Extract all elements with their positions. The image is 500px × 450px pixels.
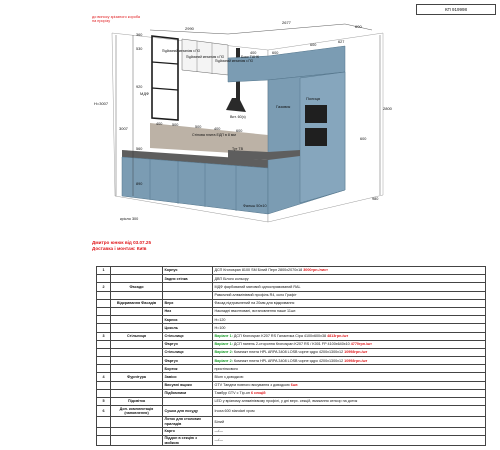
row-value bbox=[213, 398, 486, 406]
value-text: Тамбур GTV с Тір-он bbox=[214, 391, 251, 396]
delivery-line: Доставка і монтаж: Київ bbox=[92, 246, 147, 251]
value-text: МДФ фарбований матовий односпрямований RAL bbox=[214, 284, 301, 289]
row-number bbox=[97, 435, 111, 446]
label-depth: крісло 300 bbox=[120, 217, 139, 221]
table-row bbox=[97, 316, 486, 324]
table-row bbox=[97, 365, 486, 373]
row-section bbox=[111, 340, 163, 348]
dim-top-right: 2677 bbox=[282, 20, 291, 25]
value-text: —/— bbox=[214, 438, 223, 443]
row-key: Лоток для столових приладів bbox=[163, 416, 213, 427]
row-value bbox=[213, 435, 486, 446]
row-number: 1 bbox=[97, 267, 111, 275]
dim-d11: 920 bbox=[136, 85, 143, 89]
dim-d4: 400 bbox=[214, 127, 221, 131]
row-section bbox=[111, 307, 163, 315]
dim-d10: 530 bbox=[136, 47, 143, 51]
row-value bbox=[213, 283, 486, 291]
row-key: Стільниця bbox=[163, 348, 213, 356]
row-key: Низ bbox=[163, 307, 213, 315]
price-text: 6шт. bbox=[290, 383, 299, 388]
row-number bbox=[97, 416, 111, 427]
dim-d2: 500 bbox=[172, 123, 179, 127]
label-vytiazhka: Вит. 60(з) bbox=[230, 115, 246, 119]
row-key: Карго bbox=[163, 427, 213, 435]
dim-d12: 890 bbox=[136, 182, 143, 186]
dim-d7: 627 bbox=[338, 40, 345, 44]
row-section bbox=[111, 316, 163, 324]
row-section: Підсвітка bbox=[111, 398, 163, 406]
row-section: Стільниця bbox=[111, 332, 163, 340]
row-number bbox=[97, 340, 111, 348]
document-code: КП 919998 bbox=[416, 4, 496, 15]
value-text: Blum з доводкою bbox=[214, 374, 244, 379]
row-section bbox=[111, 416, 163, 427]
price-text: 6 секцій bbox=[250, 391, 266, 396]
table-row bbox=[97, 389, 486, 397]
variant-label: Варіант 1: bbox=[214, 333, 234, 338]
row-value bbox=[213, 365, 486, 373]
row-key: Корпус bbox=[163, 267, 213, 275]
price-text: 4813грн./шт bbox=[327, 333, 349, 338]
table-row bbox=[97, 307, 486, 315]
value-text: ДСП панель 2-стороння Кronospan K207 RS / K001 FP 4100х640х10 bbox=[233, 342, 351, 347]
value-text: Inoxa 600 standart хром bbox=[214, 408, 255, 413]
row-key: Верх bbox=[163, 299, 213, 307]
row-key: Задня стінка bbox=[163, 275, 213, 283]
note-top: до виносу зрізаного короба на прорізу bbox=[92, 15, 141, 24]
table-row bbox=[97, 398, 486, 406]
value-text: —/— bbox=[214, 429, 223, 434]
row-key: Цоколь bbox=[163, 324, 213, 332]
label-tv: Тут ТВ bbox=[232, 147, 244, 151]
table-row bbox=[97, 381, 486, 389]
row-section bbox=[111, 275, 163, 283]
row-section bbox=[111, 389, 163, 397]
value-text: Фасад підтрамлений на 20мм для відкривання bbox=[214, 301, 295, 306]
row-value bbox=[213, 275, 486, 283]
row-number bbox=[97, 427, 111, 435]
row-number bbox=[97, 291, 111, 299]
row-section bbox=[111, 381, 163, 389]
row-value bbox=[213, 381, 486, 389]
value-text: GTV Тандем повного висування з доводкою bbox=[214, 383, 291, 388]
row-number bbox=[97, 299, 111, 307]
label-hinge-2: Підйомний механізм з ПО bbox=[215, 59, 254, 63]
table-row bbox=[97, 416, 486, 427]
label-mdf: МДФ bbox=[140, 91, 149, 96]
label-floor: Фальш 50х10 bbox=[243, 204, 267, 208]
dim-d1: 400 bbox=[156, 122, 163, 126]
row-number: 2 bbox=[97, 283, 111, 291]
row-number bbox=[97, 275, 111, 283]
dim-d8: 600 bbox=[310, 43, 317, 47]
price-text: 10998грн./шт bbox=[344, 358, 368, 363]
label-hinge-1: Підйомний механізм з ПО bbox=[186, 55, 225, 59]
label-stin-plyta: Стінова плита ЕДП в 8 мм bbox=[192, 133, 236, 137]
value-text: LED у врізному алюмінієвому профілі, у дні верх. секцій, вмикання сенсор на дотик bbox=[214, 399, 358, 404]
dim-top-left: 2990 bbox=[185, 26, 194, 31]
row-key: Завіси bbox=[163, 373, 213, 381]
table-row bbox=[97, 275, 486, 283]
row-value bbox=[213, 291, 486, 299]
table-row bbox=[97, 283, 486, 291]
row-number: 6 bbox=[97, 406, 111, 417]
value-text: ДСП Кronospan 8100 SM Білий Перл 2800х2070х18 bbox=[214, 268, 304, 273]
price-text: 3000грн./лист bbox=[303, 268, 328, 273]
row-number: 3 bbox=[97, 332, 111, 340]
value-text: Білий bbox=[214, 419, 225, 424]
value-text: Накладні вмонтовані, встановлення наше 11шт. bbox=[214, 309, 297, 314]
row-value bbox=[213, 406, 486, 417]
row-number: 4 bbox=[97, 373, 111, 381]
value-text: ДВП Білого кольору bbox=[214, 276, 249, 281]
table-row bbox=[97, 299, 486, 307]
row-value bbox=[213, 324, 486, 332]
row-section: Фасади bbox=[111, 283, 163, 291]
row-section bbox=[111, 291, 163, 299]
row-number bbox=[97, 365, 111, 373]
row-section bbox=[111, 435, 163, 446]
dim-d15: 600 bbox=[360, 137, 367, 141]
table-row bbox=[97, 406, 486, 417]
dim-right-height: 2800 bbox=[383, 106, 392, 111]
row-section bbox=[111, 357, 163, 365]
table-row bbox=[97, 348, 486, 356]
table-row bbox=[97, 373, 486, 381]
table-row bbox=[97, 332, 486, 340]
spec-table bbox=[96, 266, 486, 446]
row-section bbox=[111, 427, 163, 435]
dim-d14: 560 bbox=[136, 147, 143, 151]
row-value bbox=[213, 340, 486, 348]
row-section: Фурнітура bbox=[111, 373, 163, 381]
table-row bbox=[97, 357, 486, 365]
dim-d16: 980 bbox=[372, 197, 379, 201]
label-hinge-3: Підйомний механізм з ПО bbox=[162, 49, 201, 53]
table-row bbox=[97, 340, 486, 348]
row-value bbox=[213, 307, 486, 315]
value-text: Рамочний алюмінієвий профіль R4, скло Графіт bbox=[214, 293, 297, 298]
value-text: ДСП Кronospan K207 RS Галактика Сіра 4100х600х38 bbox=[233, 333, 328, 338]
row-key bbox=[163, 398, 213, 406]
table-row bbox=[97, 267, 486, 275]
row-value bbox=[213, 416, 486, 427]
row-value bbox=[213, 389, 486, 397]
value-text: Н=120 bbox=[214, 317, 226, 322]
table-row bbox=[97, 427, 486, 435]
row-section bbox=[111, 324, 163, 332]
value-text: пристінкового bbox=[214, 366, 238, 371]
row-value bbox=[213, 316, 486, 324]
row-value bbox=[213, 348, 486, 356]
row-number bbox=[97, 357, 111, 365]
dim-height-label: Н=3007 bbox=[94, 101, 109, 106]
dim-d5: 600 bbox=[236, 129, 243, 133]
row-key: Підйомники bbox=[163, 389, 213, 397]
row-key: Карниз bbox=[163, 316, 213, 324]
row-section: Відкривання Фасадів bbox=[111, 299, 163, 307]
row-value bbox=[213, 332, 486, 340]
row-number bbox=[97, 389, 111, 397]
price-text: 10998грн./шт bbox=[344, 350, 368, 355]
row-number bbox=[97, 324, 111, 332]
label-gazovyi: Газовик bbox=[276, 104, 291, 109]
value-text: Н=100 bbox=[214, 325, 226, 330]
value-text: Компакт плита HPL ARPA 3408 LOSB чорне ядро 4200х1300х12 bbox=[233, 358, 345, 363]
row-number bbox=[97, 316, 111, 324]
author-line: Дмитро юнюк від 03.07.25 bbox=[92, 240, 152, 245]
row-value bbox=[213, 427, 486, 435]
row-number bbox=[97, 348, 111, 356]
dim-d13: 360 bbox=[136, 33, 143, 37]
row-section bbox=[111, 348, 163, 356]
row-key: Сушка для посуду bbox=[163, 406, 213, 417]
row-value bbox=[213, 357, 486, 365]
row-key: Фартух bbox=[163, 340, 213, 348]
row-key: Висувні ящики bbox=[163, 381, 213, 389]
row-key: Піддон в секцію з мийкою bbox=[163, 435, 213, 446]
dim-d9: 400 bbox=[250, 51, 257, 55]
label-bok-tank: Бокс ТАНК bbox=[241, 55, 259, 59]
row-section: Доп. комплектація (наповнення) bbox=[111, 406, 163, 417]
row-key bbox=[163, 291, 213, 299]
dim-d6: 600 bbox=[272, 51, 279, 55]
row-key: Бортик bbox=[163, 365, 213, 373]
value-text: Компакт плита HPL ARPA 3408 LOSB чорне ядро 4200х1300х12 bbox=[233, 350, 345, 355]
row-section bbox=[111, 267, 163, 275]
price-text: 4770грн./шт bbox=[350, 342, 372, 347]
row-value bbox=[213, 267, 486, 275]
variant-label: Варіант 2: bbox=[214, 350, 234, 355]
label-polka: Полиця bbox=[306, 96, 321, 101]
table-row bbox=[97, 324, 486, 332]
row-key: Стільниця bbox=[163, 332, 213, 340]
row-number bbox=[97, 381, 111, 389]
variant-label: Варіант 2: bbox=[214, 358, 234, 363]
row-value bbox=[213, 299, 486, 307]
variant-label: Варіант 1: bbox=[214, 342, 234, 347]
row-value bbox=[213, 373, 486, 381]
row-key: Фартух bbox=[163, 357, 213, 365]
oven-lower bbox=[305, 128, 327, 146]
oven-upper bbox=[305, 105, 327, 123]
dim-side-depth: 600 bbox=[355, 24, 362, 29]
table-row bbox=[97, 435, 486, 446]
dim-left-height: 3007 bbox=[119, 126, 128, 131]
spec-body bbox=[97, 267, 486, 446]
dim-d3: 500 bbox=[195, 125, 202, 129]
row-section bbox=[111, 365, 163, 373]
row-number: 5 bbox=[97, 398, 111, 406]
table-row bbox=[97, 291, 486, 299]
row-number bbox=[97, 307, 111, 315]
row-key bbox=[163, 283, 213, 291]
